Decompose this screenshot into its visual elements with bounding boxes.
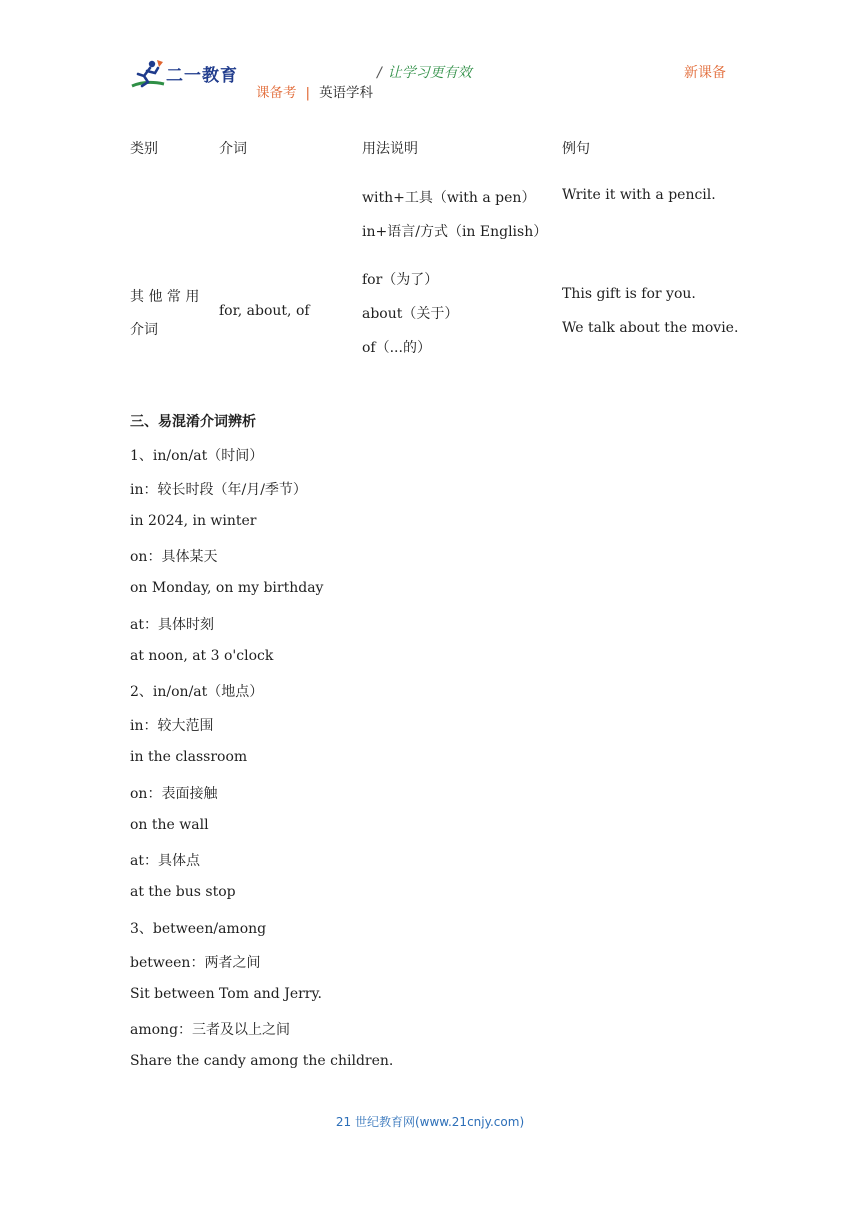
table-header-category: 类别 [130, 141, 158, 157]
text-line: at the bus stop [130, 884, 236, 900]
section-heading: 三、易混淆介词辨析 [130, 414, 256, 430]
subtitle-left: 课备考 [256, 85, 297, 101]
table-cell-category: 介词 [130, 322, 158, 338]
slogan-text: 让学习更有效 [387, 65, 472, 81]
table-cell-usage: in+语言/方式（in English） [362, 224, 548, 240]
table-cell-usage: of（...的） [362, 340, 431, 356]
logo-text: 二一教育 [166, 66, 238, 86]
text-line: 1、in/on/at（时间） [130, 448, 264, 464]
text-line: in the classroom [130, 749, 248, 765]
subtitle-right: 英语学科 [319, 85, 374, 101]
text-line: between：两者之间 [130, 955, 261, 971]
table-cell-example: This gift is for you. [562, 286, 696, 302]
logo [130, 58, 240, 90]
new-course-label: 新课备 [684, 65, 726, 81]
text-line: at：具体点 [130, 853, 200, 869]
text-line: at：具体时刻 [130, 617, 214, 633]
text-line: among：三者及以上之间 [130, 1022, 291, 1038]
subtitle [256, 81, 373, 101]
table-header-preposition: 介词 [219, 141, 247, 157]
text-line: 2、in/on/at（地点） [130, 684, 264, 700]
table-header-example: 例句 [562, 141, 590, 157]
text-line: Sit between Tom and Jerry. [130, 986, 323, 1002]
table-cell-example: We talk about the movie. [562, 320, 739, 336]
text-line: Share the candy among the children. [130, 1053, 394, 1069]
text-line: at noon, at 3 o'clock [130, 648, 274, 664]
text-line: in 2024, in winter [130, 513, 257, 529]
table-cell-prepositions: for, about, of [219, 303, 310, 319]
slogan [377, 62, 472, 82]
table-cell-usage: about（关于） [362, 306, 459, 322]
running-man-logo-icon [130, 58, 166, 90]
table-cell-usage: for（为了） [362, 272, 439, 288]
page-footer: 21 世纪教育网(www.21cnjy.com) [335, 1115, 525, 1129]
text-line: 3、between/among [130, 921, 267, 937]
table-header-usage: 用法说明 [362, 141, 418, 157]
text-line: on the wall [130, 817, 209, 833]
table-cell-usage: with+工具（with a pen） [362, 190, 536, 206]
text-line: in：较长时段（年/月/季节） [130, 482, 307, 498]
text-line: on：具体某天 [130, 549, 218, 565]
text-line: in：较大范围 [130, 718, 214, 734]
table-cell-example: Write it with a pencil. [562, 187, 716, 203]
text-line: on Monday, on my birthday [130, 580, 324, 596]
table-cell-category: 其 他 常 用 [130, 289, 200, 305]
slogan-slash: / [377, 65, 382, 81]
text-line: on：表面接触 [130, 786, 218, 802]
subtitle-separator: | [305, 85, 311, 101]
